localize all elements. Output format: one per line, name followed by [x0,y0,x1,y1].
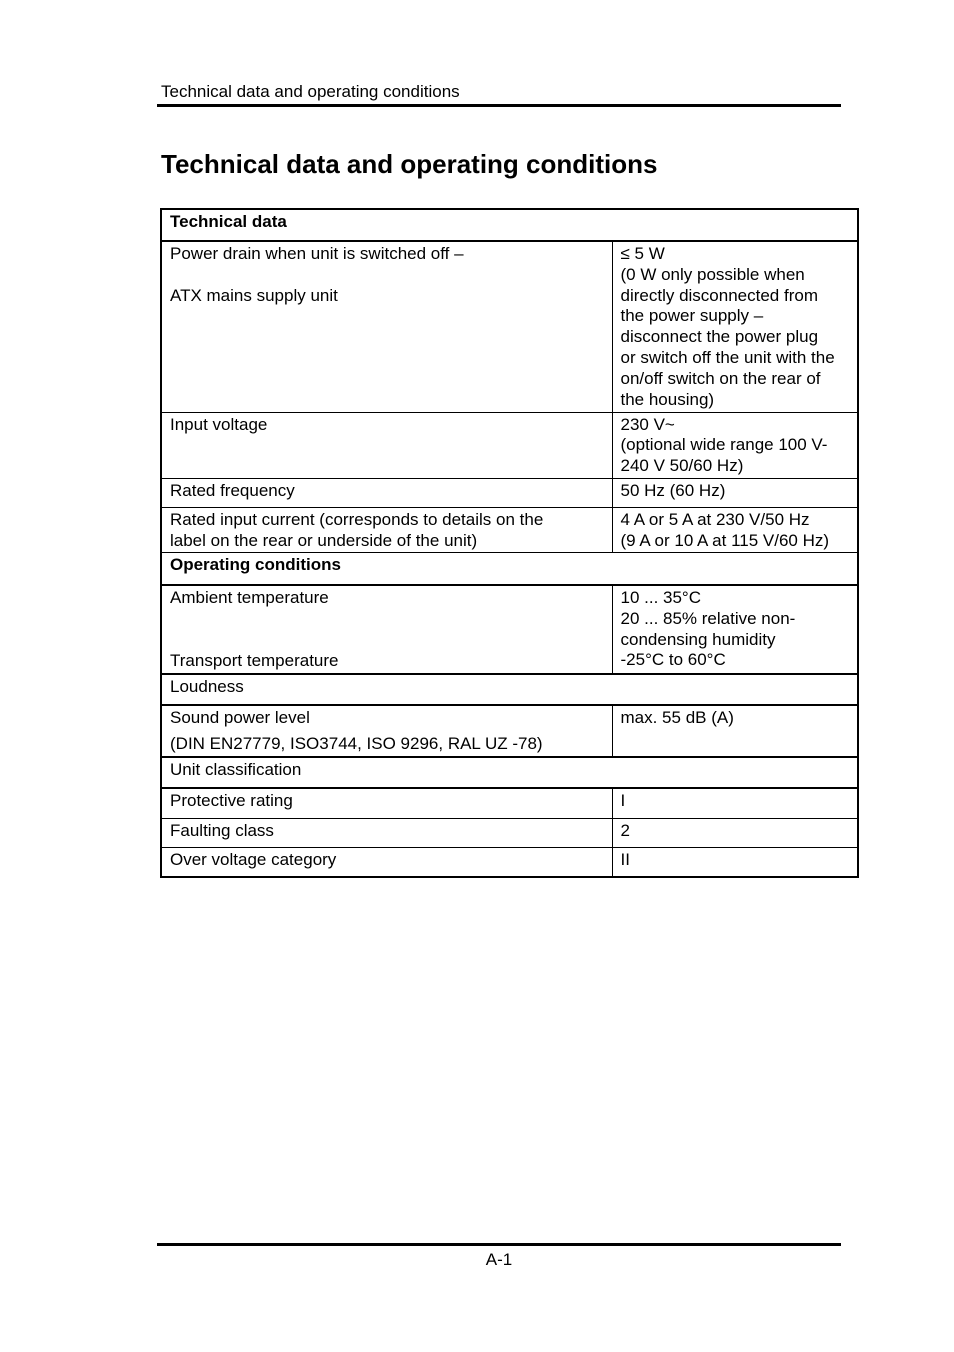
row-label-protective-rating: Protective rating [161,788,612,818]
table-row-input-voltage [161,412,858,478]
section-heading-operating-conditions: Operating conditions [161,553,858,585]
row-label-faulting-class: Faulting class [161,818,612,847]
technical-data-table [160,208,859,878]
table-row-sound-power [161,705,858,758]
power-drain-value-line: the housing) [620,389,715,409]
power-drain-label-1: Power drain when unit is switched off – [170,244,464,263]
table-row-rated-frequency [161,478,858,507]
row-value-over-voltage: II [612,847,858,877]
running-header: Technical data and operating conditions [161,82,460,101]
ambient-temperature-label: Ambient temperature [170,587,329,607]
sound-power-label-1: Sound power level [170,707,310,727]
power-drain-value-line: disconnect the power plug [620,327,819,347]
input-voltage-value-line: 240 V 50/60 Hz) [620,456,744,476]
power-drain-value-line: on/off switch on the rear of [620,368,821,388]
row-value-sound-power: max. 55 dB (A) [612,705,858,758]
sound-power-label-2: (DIN EN27779, ISO3744, ISO 9296, RAL UZ -78) [170,734,543,754]
rated-input-current-value-line: (9 A or 10 A at 115 V/60 Hz) [620,530,830,550]
footer-rule [157,1243,841,1246]
table-row-over-voltage [161,847,858,877]
section-heading-technical-data: Technical data [161,209,858,241]
power-drain-label-2: ATX mains supply unit [170,285,338,305]
row-value-temperature [612,585,858,674]
input-voltage-value-line: 230 V~ [620,414,675,434]
row-label-sound-power [161,705,612,758]
row-label-temperature [161,585,612,674]
page-title: Technical data and operating conditions [161,149,658,179]
section-row-technical-data [161,209,858,241]
row-label-rated-frequency: Rated frequency [161,478,612,507]
row-label-rated-input-current [161,507,612,553]
transport-temperature-label: Transport temperature [170,650,339,670]
input-voltage-value-line: (optional wide range 100 V- [620,435,828,455]
table-row-faulting-class [161,818,858,847]
section-heading-unit-classification: Unit classification [161,757,858,788]
power-drain-value-line: directly disconnected from [620,285,818,305]
table-row-temperature [161,585,858,674]
power-drain-value-line: (0 W only possible when [620,264,805,284]
page-number: A-1 [485,1250,513,1269]
row-value-rated-frequency: 50 Hz (60 Hz) [612,478,858,507]
section-row-operating-conditions [161,553,858,585]
power-drain-value-line: ≤ 5 W [620,244,665,263]
rated-input-current-label-line: label on the rear or underside of the unit) [170,530,478,550]
section-row-loudness [161,674,858,705]
row-value-input-voltage [612,412,858,478]
table-row-power-drain [161,241,858,412]
rated-input-current-label-line: Rated input current (corresponds to details on the [170,509,544,529]
row-value-rated-input-current [612,507,858,553]
row-value-protective-rating: I [612,788,858,818]
table-row-rated-input-current [161,507,858,553]
row-value-power-drain [612,241,858,412]
temperature-value-line: 20 ... 85% relative non- [620,608,796,628]
power-drain-value-line: the power supply – [620,306,764,326]
table-row-protective-rating [161,788,858,818]
row-value-faulting-class: 2 [612,818,858,847]
row-label-input-voltage: Input voltage [161,412,612,478]
section-heading-loudness: Loudness [161,674,858,705]
temperature-value-line: condensing humidity [620,629,776,649]
power-drain-value-line: or switch off the unit with the [620,347,835,367]
row-label-power-drain [161,241,612,412]
rated-input-current-value-line: 4 A or 5 A at 230 V/50 Hz [620,509,810,529]
section-row-unit-classification [161,757,858,788]
header-rule [157,104,841,107]
temperature-value-line: 10 ... 35°C [620,587,702,607]
row-label-over-voltage: Over voltage category [161,847,612,877]
temperature-value-line: -25°C to 60°C [620,650,726,670]
